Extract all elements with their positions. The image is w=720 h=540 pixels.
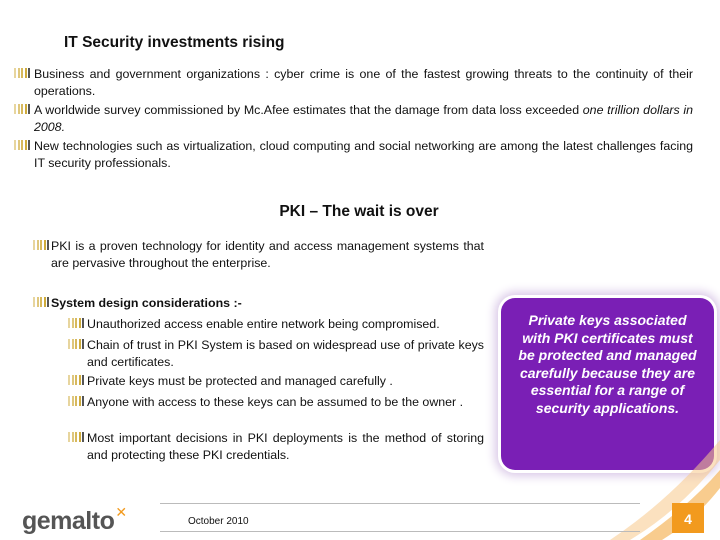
footer-date: October 2010: [188, 516, 249, 527]
bullet-icon: [33, 297, 49, 307]
sub-bullet-text: Most important decisions in PKI deployments is the method of storing and protecting these PKI credentials.: [87, 431, 484, 462]
footer-line-bottom: [160, 531, 640, 532]
logo-star-icon: ✕: [115, 504, 128, 520]
bullet-icon: [14, 104, 30, 114]
bullet-text: New technologies such as virtualization, cloud computing and social networking are among the latest challenges facing IT security professionals.: [34, 139, 693, 170]
sub-bullet-icon: [68, 432, 84, 442]
design-heading: System design considerations :-: [51, 296, 242, 310]
sub-bullet-icon: [68, 396, 84, 406]
sub-bullet-text: Chain of trust in PKI System is based on widespread use of private keys and certificates.: [87, 338, 484, 369]
bullet-icon: [14, 68, 30, 78]
section-title-pki: PKI – The wait is over: [279, 203, 439, 220]
sub-bullet-icon: [68, 318, 84, 328]
bullet-icon: [33, 240, 49, 250]
sub-bullet-icon: [68, 339, 84, 349]
gemalto-logo: gemalto✕: [22, 504, 128, 535]
page-number: 4: [684, 511, 692, 527]
section-title-it-security: IT Security investments rising: [64, 34, 285, 51]
footer-line-top: [160, 503, 640, 504]
sub-bullet-text: Anyone with access to these keys can be assumed to be the owner .: [87, 395, 464, 409]
bullet-icon: [14, 140, 30, 150]
bullet-text: Business and government organizations : cyber crime is one of the fastest growing threats to the continuity of their operations.: [34, 67, 693, 98]
bullet-text: A worldwide survey commissioned by Mc.Afee estimates that the damage from data loss exceeded one trillion dollars in 2008.: [34, 103, 693, 134]
sub-bullet-text: Private keys must be protected and managed carefully .: [87, 374, 393, 388]
sub-bullet-icon: [68, 375, 84, 385]
pki-bullet-text: PKI is a proven technology for identity and access management systems that are pervasive throughout the enterprise.: [51, 239, 484, 270]
sub-bullet-text: Unauthorized access enable entire network being compromised.: [87, 317, 440, 331]
callout-text: Private keys associated with PKI certificates must be protected and managed carefully because they are essential for a range of security applications.: [518, 312, 697, 416]
